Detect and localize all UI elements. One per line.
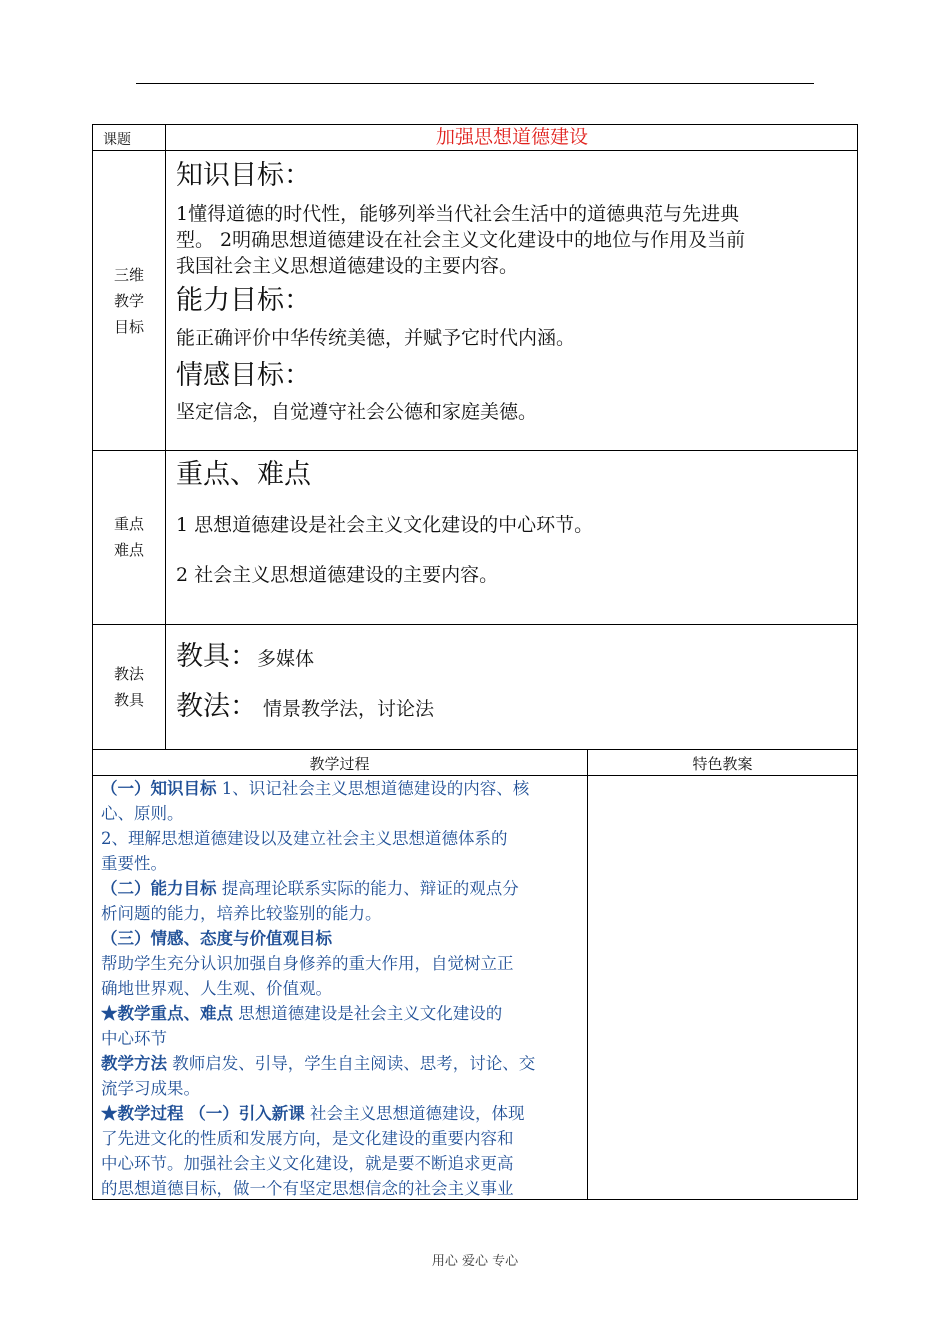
process-line (101, 801, 581, 826)
process-line-bold: （一）知识目标 (101, 779, 217, 798)
process-line (101, 1026, 581, 1051)
process-line-bold: ★教学重点、难点 (101, 1004, 233, 1023)
row-divider (92, 624, 858, 625)
process-line (101, 1101, 581, 1126)
process-line (101, 776, 581, 801)
process-line-text: 确地世界观、人生观、价值观。 (101, 979, 332, 998)
process-line-text: 流学习成果。 (101, 1079, 200, 1098)
label-column-divider (165, 124, 166, 749)
special-column-header: 特色教案 (692, 755, 753, 773)
knowledge-line: 1懂得道德的时代性，能够列举当代社会生活中的道德典范与先进典 (176, 203, 740, 225)
tools-heading: 教具： (176, 641, 257, 672)
tools-value: 多媒体 (257, 648, 315, 670)
keypoint-item: 1 思想道德建设是社会主义文化建设的中心环节。 (176, 514, 594, 536)
methods-row-label (92, 661, 166, 713)
topic-label: 课题 (103, 132, 131, 148)
knowledge-text (176, 201, 846, 279)
process-line-bold: 教学方法 (101, 1054, 167, 1073)
process-line-text: 心、原则。 (101, 804, 184, 823)
methods-label-line: 教法 (113, 665, 144, 683)
ability-heading: 能力目标： (176, 285, 311, 316)
process-line-text: 社会主义思想道德建设，体现 (304, 1104, 525, 1123)
process-line-text: 帮助学生充分认识加强自身修养的重大作用，自觉树立正 (101, 954, 514, 973)
process-line-text: 中心环节 (101, 1029, 167, 1048)
process-line-bold: ★教学过程 （一）引入新课 (101, 1104, 305, 1123)
process-line (101, 1076, 581, 1101)
process-line (101, 876, 581, 901)
keypoints-row-label (92, 511, 166, 563)
process-line-bold: （二）能力目标 (101, 879, 217, 898)
emotion-heading: 情感目标： (176, 360, 311, 391)
keypoint-item: 2 社会主义思想道德建设的主要内容。 (176, 564, 499, 586)
process-line (101, 926, 581, 951)
process-column-divider (587, 749, 588, 1200)
process-line (101, 851, 581, 876)
goals-row-label (92, 262, 166, 340)
process-line-bold: （三）情感、态度与价值观目标 (101, 929, 332, 948)
knowledge-heading: 知识目标： (176, 160, 311, 191)
process-line (101, 1176, 581, 1201)
process-line-text: 析问题的能力，培养比较鉴别的能力。 (101, 904, 382, 923)
knowledge-line: 我国社会主义思想道德建设的主要内容。 (176, 255, 519, 277)
process-line (101, 1051, 581, 1076)
topic-title: 加强思想道德建设 (435, 126, 588, 148)
process-line (101, 826, 581, 851)
keypoints-label-line: 难点 (113, 541, 144, 559)
process-line (101, 901, 581, 926)
method-heading: 教法： (176, 691, 257, 722)
goals-label-line: 三维 (113, 266, 144, 284)
row-divider (92, 749, 858, 750)
process-line-text: 1、识记社会主义思想道德建设的内容、核 (216, 779, 530, 798)
process-line-text: 重要性。 (101, 854, 167, 873)
method-line (176, 684, 434, 723)
row-divider (92, 450, 858, 451)
tools-line (176, 634, 314, 673)
process-line (101, 1126, 581, 1151)
ability-text: 能正确评价中华传统美德，并赋予它时代内涵。 (176, 327, 576, 349)
process-column-header: 教学过程 (309, 755, 370, 773)
knowledge-line: 型。 2明确思想道德建设在社会主义文化建设中的地位与作用及当前 (176, 229, 746, 251)
process-line (101, 976, 581, 1001)
page-footer: 用心 爱心 专心 (431, 1254, 519, 1269)
header-rule (136, 83, 814, 84)
process-line-text: 了先进文化的性质和发展方向，是文化建设的重要内容和 (101, 1129, 514, 1148)
process-line-text: 思想道德建设是社会主义文化建设的 (233, 1004, 503, 1023)
keypoints-label-line: 重点 (113, 515, 144, 533)
emotion-text: 坚定信念，自觉遵守社会公德和家庭美德。 (176, 401, 538, 423)
process-line-text: 提高理论联系实际的能力、辩证的观点分 (216, 879, 519, 898)
process-line-text: 教师启发、引导，学生自主阅读、思考，讨论、交 (167, 1054, 536, 1073)
process-line-text: 的思想道德目标，做一个有坚定思想信念的社会主义事业 (101, 1179, 514, 1198)
process-line (101, 951, 581, 976)
process-line (101, 1001, 581, 1026)
keypoints-heading: 重点、难点 (176, 459, 311, 490)
process-text (101, 776, 581, 1201)
method-value: 情景教学法，讨论法 (257, 698, 435, 720)
process-line-text: 中心环节。加强社会主义文化建设，就是要不断追求更高 (101, 1154, 514, 1173)
goals-label-line: 目标 (113, 318, 144, 336)
process-line (101, 1151, 581, 1176)
process-line-text: 2、理解思想道德建设以及建立社会主义思想道德体系的 (101, 829, 508, 848)
methods-label-line: 教具 (113, 691, 144, 709)
goals-label-line: 教学 (113, 292, 144, 310)
